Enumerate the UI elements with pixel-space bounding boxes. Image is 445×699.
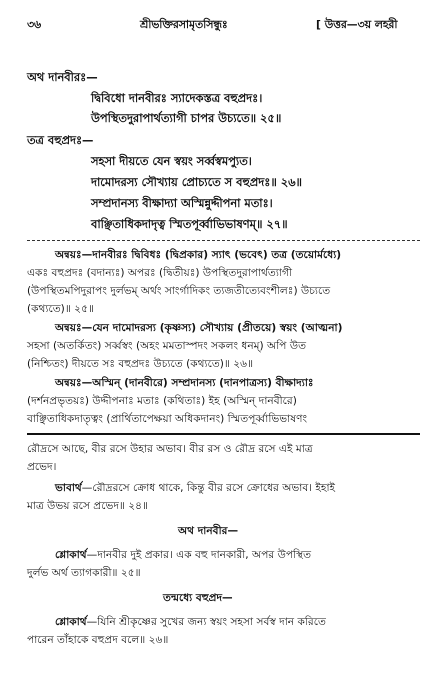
bhavartha-text: —রৌদ্ররসে ক্রোধ থাকে, কিন্তু বীর রসে ক্রোধের অভাব। ইহাই	[81, 482, 336, 494]
page-number: ৩৬	[27, 18, 42, 31]
verse-line: সহসা দীয়তে যেন স্বয়ং সর্ব্বস্বমপ্যুত।	[91, 154, 252, 168]
bhavartha-label: ভাবার্থ	[55, 482, 82, 494]
verse-line: সম্প্রদানস্য বীক্ষাদ্যা অস্মিন্নুদ্দীপনা মতাঃ।	[91, 196, 273, 210]
commentary-line: অন্বয়ঃ—যেন দামোদরস্য (কৃষ্ণস্য) সৌখ্যায় (প্রীতয়ে) স্বয়ং (আত্মনা)	[55, 322, 343, 334]
sloka-paragraph	[55, 548, 311, 562]
commentary-line: (উপস্থিতমপিদুরাপং দুর্লভম্ অর্থং সাংর্গাদিকং ত্যজতীত্যেবংশীলঃ) উচ্যতে	[27, 285, 331, 297]
translation-line: রৌদ্রসে আছে, বীর রসে উহার অভাব। বীর রস ও রৌদ্র রসে এই মাত্র	[27, 443, 313, 455]
bhavartha-paragraph	[55, 481, 335, 495]
commentary-line: (নিশ্চিতং) দীয়তে সঃ বহুপ্রদঃ উচ্যতে (কথ্যতে)॥ ২৬॥	[27, 358, 254, 370]
commentary-line: বাঞ্ছিতাধিকদাতৃত্বং (প্রার্থিতাপেক্ষয়া অধিকদানং) স্মিতপূর্ব্বাভিভাষণং	[27, 413, 308, 425]
commentary-line: অন্বয়ঃ—অস্মিন্ (দানবীরে) সম্প্রদানস্য (দানপাত্রস্য) বীক্ষাদ্যাঃ	[55, 377, 314, 389]
slokartha-label: শ্লোকার্থ	[55, 549, 87, 561]
slokartha-text: —যিনি শ্রীকৃষ্ণের সুখের জন্য স্বয়ং সহসা সর্বস্ব দান করিতে	[86, 616, 326, 628]
translation-line: মাত্র উভয় রসে প্রভেদ॥ ২৪॥	[27, 500, 149, 512]
sloka-paragraph	[55, 615, 326, 629]
commentary-line: (দর্শনপ্রভৃতয়ঃ) উদ্দীপনাঃ মতাঃ (কথিতাঃ) ইহ (অস্মিন্ দানবীরে)	[27, 395, 297, 407]
verse-line: দ্বিবিধো দানবীরঃ স্যাদেকস্তত্র বহুপ্রদঃ।	[91, 91, 263, 105]
slokartha-text: —দানবীর দুই প্রকার। এক বহু দানকারী, অপর উপস্থিত	[86, 549, 312, 561]
translation-line: প্রভেদ।	[27, 461, 57, 473]
slokartha-label: শ্লোকার্থ	[55, 616, 87, 628]
verse-line: বাঞ্ছিতাধিকদাদৃত্ব স্মিতপূর্ব্বাভিভাষণম্॥ ২৭॥	[91, 217, 288, 231]
divider	[27, 240, 420, 241]
commentary-line: সহসা (অতর্কিতং) সর্ব্বস্বং (অহং মমতাস্পদং সকলং ধনম্) অপি উত	[27, 340, 307, 352]
verse-heading-danvir: অথ দানবীরঃ—	[27, 70, 98, 84]
book-title: শ্রীভক্তিরসামৃতসিন্ধুঃ	[140, 18, 228, 31]
commentary-line: একঃ বহুপ্রদঃ (বদান্যঃ) অপরঃ (দ্বিতীয়ঃ) উপস্থিতদুরাপার্থত্যাগী	[27, 267, 292, 279]
translation-line: পারেন তাঁহাকে বহুপ্রদ বলে॥ ২৬॥	[27, 634, 169, 646]
verse-heading-bahuprada: তত্র বহুপ্রদঃ—	[27, 133, 94, 147]
translation-line: দুর্লভ অর্থ ত্যাগকারী॥ ২৫॥	[27, 567, 141, 579]
commentary-line: (কথ্যতে)॥ ২৫॥	[27, 303, 94, 315]
section-heading: অথ দানবীর—	[178, 525, 239, 537]
verse-line: দামোদরস্য সৌখ্যায় প্রোচ্যতে স বহুপ্রদঃ॥ ২৬॥	[91, 175, 302, 189]
divider	[27, 433, 420, 435]
section-title: [ উত্তর—৩য় লহরী	[316, 18, 398, 31]
commentary-line: অন্বয়ঃ—দানবীরঃ দ্বিবিধঃ (দ্বিপ্রকার) স্যাৎ (ভবেৎ) তত্র (তয়োর্মধ্যে)	[55, 249, 342, 261]
section-heading: তন্মধ্যে বহুপ্রদ—	[163, 592, 233, 604]
verse-line: উপস্থিতদুরাপার্থত্যাগী চাপর উচ্যতে॥ ২৫॥	[91, 111, 282, 125]
